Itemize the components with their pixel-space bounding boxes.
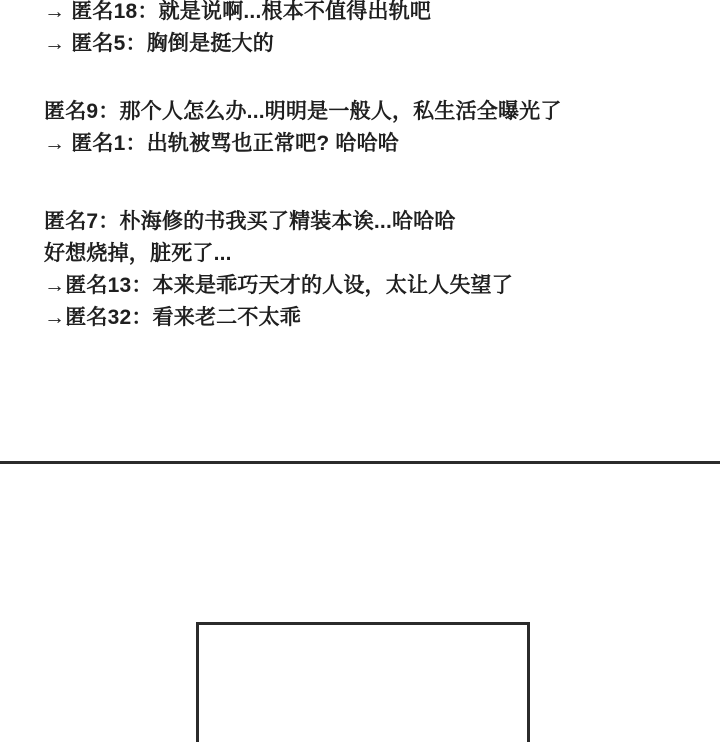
comment-line: → 匿名5：胸倒是挺大的	[44, 32, 274, 55]
comment-thread	[44, 0, 704, 60]
comment-line: →匿名13：本来是乖巧天才的人设，太让人失望了	[44, 274, 513, 297]
comment-line: 匿名9：那个人怎么办...明明是一般人，私生活全曝光了	[44, 100, 562, 123]
comment-thread	[44, 96, 704, 160]
panel-divider	[0, 461, 720, 464]
comment-line: → 匿名18：就是说啊...根本不值得出轨吧	[44, 0, 432, 23]
comment-line: → 匿名1：出轨被骂也正常吧? 哈哈哈	[44, 132, 399, 155]
comment-line: →匿名32：看来老二不太乖	[44, 306, 301, 329]
comment-line: 匿名7：朴海修的书我买了精装本诶...哈哈哈	[44, 210, 456, 233]
comment-thread	[44, 206, 704, 334]
comment-line: 好想烧掉，脏死了...	[44, 242, 232, 265]
empty-frame	[196, 622, 530, 742]
